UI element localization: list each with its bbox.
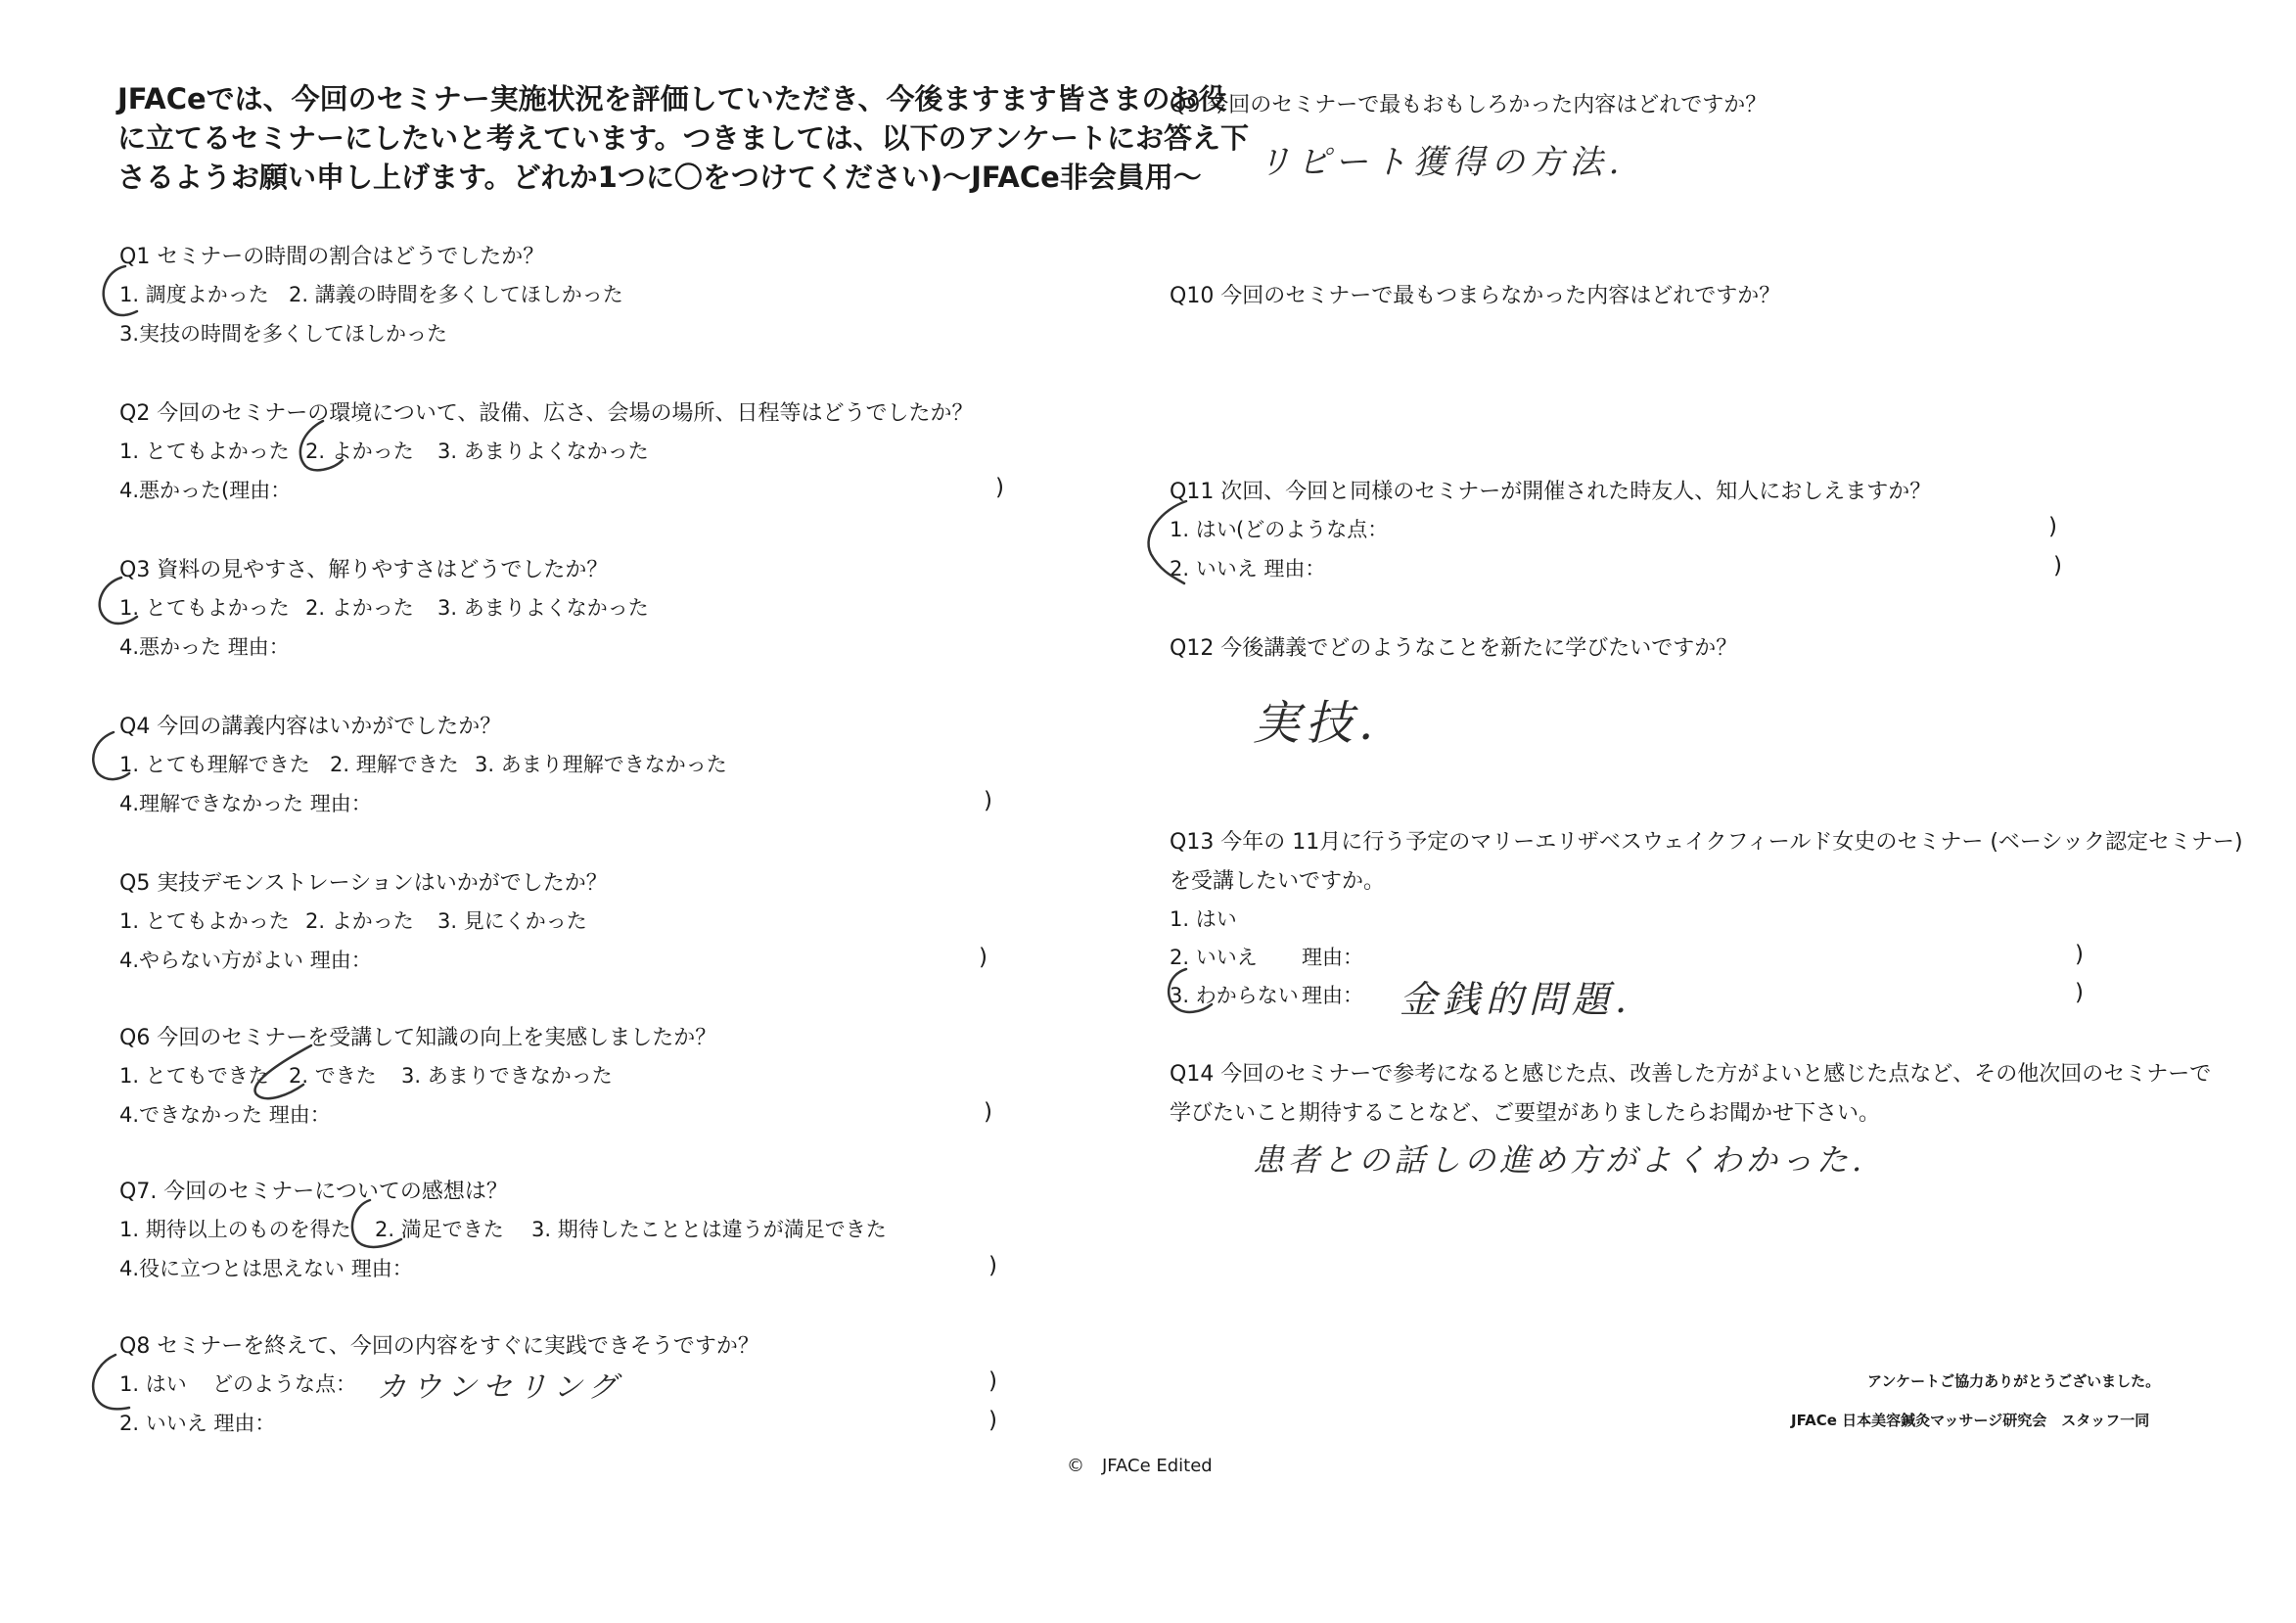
q2-close-paren: ) [995, 475, 1004, 500]
q13-option-3[interactable]: 3. わからない [1170, 984, 1299, 1007]
q4-close-paren: ) [984, 788, 992, 813]
q4-option-1[interactable]: 1. とても理解できた [119, 753, 310, 776]
q7-option-3[interactable]: 3. 期待したこととは違うが満足できた [531, 1218, 887, 1241]
q2-option-2[interactable]: 2. よかった [305, 440, 414, 463]
q3-option-4[interactable]: 4.悪かった 理由： [119, 635, 290, 659]
q11-option-1[interactable]: 1. はい [1170, 518, 1237, 541]
q6-option-1[interactable]: 1. とてもできた [119, 1064, 269, 1088]
q7-circle-mark [352, 1200, 401, 1247]
q13-question-line-2: を受講したいですか。 [1170, 869, 1386, 894]
q8-close-paren-1: ) [988, 1368, 997, 1394]
q11-circle-mark [1149, 501, 1186, 583]
q3-option-2[interactable]: 2. よかった [305, 596, 414, 620]
q8-option-1[interactable]: 1. はい [119, 1372, 187, 1396]
q2-circle-mark [300, 421, 343, 470]
organization-signature: JFACe 日本美容鍼灸マッサージ研究会 スタッフ一同 [1791, 1412, 2150, 1429]
q8-question: Q8 セミナーを終えて、今回の内容をすぐに実践できそうですか？ [119, 1334, 759, 1359]
q7-option-2[interactable]: 2. 満足できた [375, 1218, 504, 1241]
q1-option-1[interactable]: 1. 調度よかった [119, 283, 269, 306]
q3-question: Q3 資料の見やすさ、解りやすさはどうでしたか？ [119, 558, 609, 582]
q13-question: Q13 今年の 11月に行う予定のマリーエリザベスウェイクフィールド女史のセミナー (ベーシック認定セミナー) [1170, 830, 2243, 855]
q3-option-3[interactable]: 3. あまりよくなかった [437, 596, 649, 620]
q13-close-paren-1: ) [2075, 942, 2084, 967]
q8-circle-mark [93, 1355, 129, 1409]
q2-option-4[interactable]: 4.悪かった(理由： [119, 479, 292, 502]
q9-question: Q9 今回のセミナーで最もおもしろかった内容はどれですか？ [1170, 93, 1768, 117]
q13-option-1[interactable]: 1. はい [1170, 907, 1237, 931]
q13-circle-mark [1169, 969, 1212, 1012]
q13-option-2[interactable]: 2. いいえ [1170, 946, 1258, 969]
q6-circle-mark [255, 1045, 311, 1098]
q4-circle-mark [93, 732, 129, 779]
q5-option-4[interactable]: 4.やらない方がよい 理由： [119, 949, 372, 972]
q8-option-1-detail: どのような点： [212, 1372, 356, 1396]
q7-question: Q7. 今回のセミナーについての感想は？ [119, 1180, 508, 1204]
q14-question-line-2: 学びたいこと期待することなど、ご要望がありましたらお聞かせ下さい。 [1170, 1101, 1881, 1126]
q14-question: Q14 今回のセミナーで参考になると感じた点、改善した方がよいと感じた点など、その他次回のセミナーで [1170, 1062, 2212, 1087]
q12-handwritten-answer: 実技. [1253, 696, 1380, 751]
q14-handwritten-answer: 患者との話しの進め方がよくわかった. [1253, 1141, 1866, 1179]
intro-line-1: JFACeでは、今回のセミナー実施状況を評価していただき、今後ますます皆さまのお役 [117, 82, 1227, 116]
q5-question: Q5 実技デモンストレーションはいかがでしたか？ [119, 871, 608, 896]
q1-question: Q1 セミナーの時間の割合はどうでしたか？ [119, 245, 545, 269]
q3-circle-mark [100, 578, 137, 624]
q13-option-3-reason: 理由： [1302, 984, 1363, 1007]
q11-option-2[interactable]: 2. いいえ 理由： [1170, 557, 1326, 580]
q5-close-paren: ) [979, 945, 987, 970]
q11-question: Q11 次回、今回と同様のセミナーが開催された時友人、知人におしえますか？ [1170, 480, 1932, 504]
q6-option-3[interactable]: 3. あまりできなかった [401, 1064, 613, 1088]
q4-option-3[interactable]: 3. あまり理解できなかった [475, 753, 727, 776]
q11-close-paren-2: ) [2053, 553, 2062, 579]
q8-handwritten-answer: カウンセリング [377, 1370, 623, 1405]
q2-question: Q2 今回のセミナーの環境について、設備、広さ、会場の場所、日程等はどうでしたか？ [119, 401, 974, 426]
q11-close-paren-1: ) [2048, 514, 2057, 539]
q5-option-2[interactable]: 2. よかった [305, 909, 414, 933]
q1-option-3[interactable]: 3.実技の時間を多くしてほしかった [119, 322, 448, 346]
q4-option-2[interactable]: 2. 理解できた [330, 753, 459, 776]
q13-handwritten-answer: 金銭的問題. [1400, 978, 1633, 1021]
intro-line-2: に立てるセミナーにしたいと考えています。つきましては、以下のアンケートにお答え下 [117, 121, 1249, 155]
q8-option-2[interactable]: 2. いいえ 理由： [119, 1412, 276, 1435]
q1-circle-mark [104, 266, 137, 315]
q7-close-paren: ) [988, 1253, 997, 1278]
q13-option-2-reason: 理由： [1302, 946, 1363, 969]
q2-option-1[interactable]: 1. とてもよかった [119, 440, 290, 463]
q8-close-paren-2: ) [988, 1408, 997, 1433]
thanks-note: アンケートご協力ありがとうございました。 [1867, 1372, 2161, 1390]
q5-option-1[interactable]: 1. とてもよかった [119, 909, 290, 933]
q4-question: Q4 今回の講義内容はいかがでしたか？ [119, 715, 502, 739]
q12-question: Q12 今後講義でどのようなことを新たに学びたいですか？ [1170, 636, 1738, 661]
q4-option-4[interactable]: 4.理解できなかった 理由： [119, 792, 372, 815]
q10-question: Q10 今回のセミナーで最もつまらなかった内容はどれですか？ [1170, 284, 1781, 308]
q13-close-paren-2: ) [2075, 980, 2084, 1005]
q2-option-3[interactable]: 3. あまりよくなかった [437, 440, 649, 463]
q1-option-2[interactable]: 2. 講義の時間を多くしてほしかった [289, 283, 623, 306]
q11-option-1-detail: (どのような点： [1236, 518, 1389, 541]
copyright-notice: © JFACe Edited [1067, 1456, 1213, 1476]
q6-question: Q6 今回のセミナーを受講して知識の向上を実感しましたか？ [119, 1026, 717, 1050]
q6-option-2[interactable]: 2. できた [289, 1064, 377, 1088]
q9-handwritten-answer: リピート獲得の方法. [1258, 143, 1626, 182]
q5-option-3[interactable]: 3. 見にくかった [437, 909, 587, 933]
q7-option-1[interactable]: 1. 期待以上のものを得た [119, 1218, 351, 1241]
intro-line-3: さるようお願い申し上げます。どれか1つに〇をつけてください)〜JFACe非会員用〜 [117, 161, 1202, 194]
q7-option-4[interactable]: 4.役に立つとは思えない 理由： [119, 1257, 413, 1280]
q6-close-paren: ) [984, 1099, 992, 1125]
q6-option-4[interactable]: 4.できなかった 理由： [119, 1103, 331, 1127]
q3-option-1[interactable]: 1. とてもよかった [119, 596, 290, 620]
